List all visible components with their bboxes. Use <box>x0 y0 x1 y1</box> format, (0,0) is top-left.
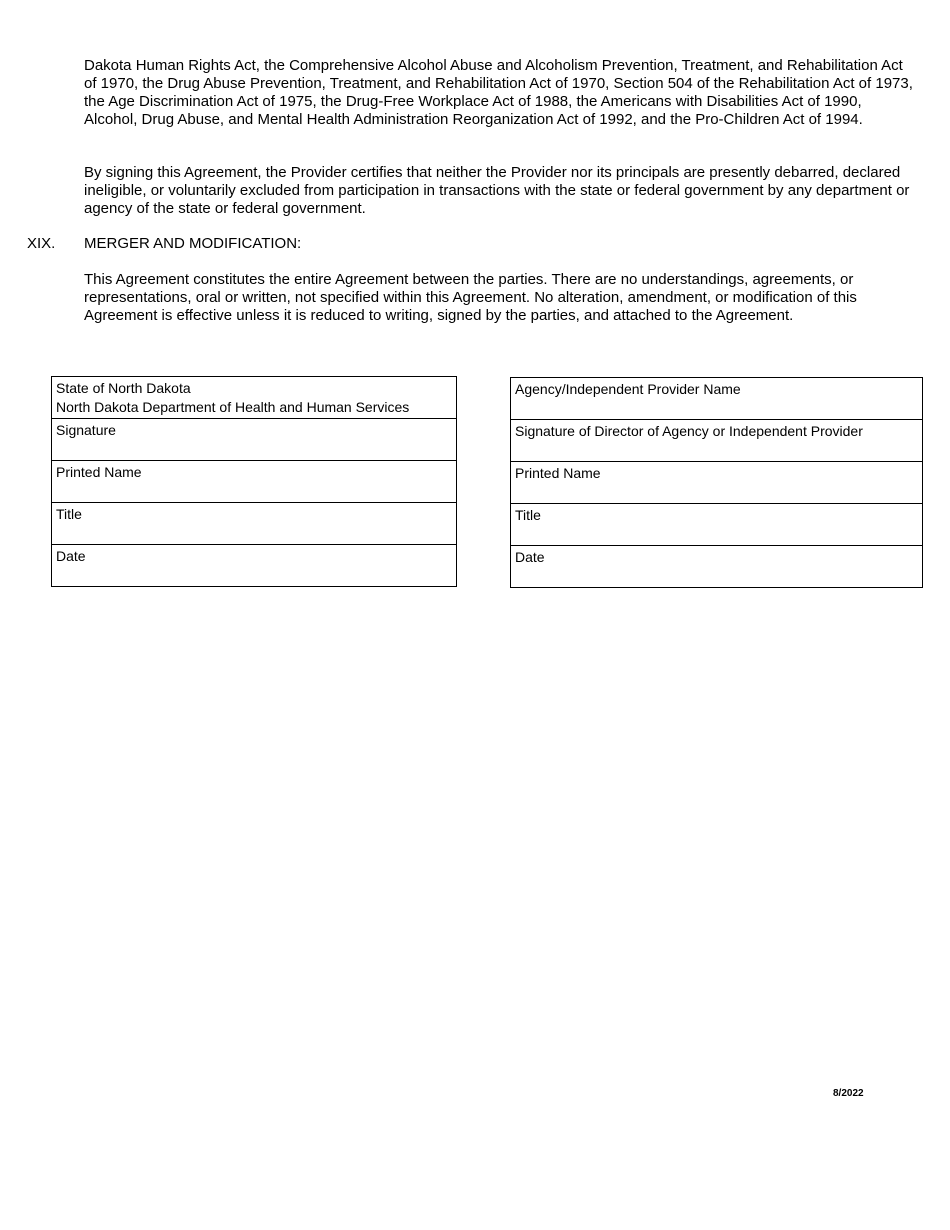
paragraph-debarment-certification: By signing this Agreement, the Provider certifies that neither the Provider nor its principals are presently debarred, declared ineligible, or voluntarily excluded from participation in transactions with the state or federal government by any department or agency of the state or federal government. <box>84 164 910 217</box>
revision-date: 8/2022 <box>833 1088 864 1099</box>
paragraph-civil-rights-acts: Dakota Human Rights Act, the Comprehensive Alcohol Abuse and Alcoholism Prevention, Treatment, and Rehabilitation Act of 1970, the Drug Abuse Prevention, Treatment, and Rehabilitation Act of 1970, Section 504 of the Rehabilitation Act of 1973, the Age Discrimination Act of 1975, the Drug-Free Workplace Act of 1988, the Americans with Disabilities Act of 1990, Alcohol, Drug Abuse, and Mental Health Administration Reorganization Act of 1992, and the Pro-Children Act of 1994. <box>84 57 913 128</box>
section-title: MERGER AND MODIFICATION: <box>84 235 302 252</box>
provider-name-label: Agency/Independent Provider Name <box>515 381 741 397</box>
department-name-label: North Dakota Department of Health and Human Services <box>56 399 410 415</box>
provider-signature-field[interactable] <box>511 420 922 462</box>
provider-name-field[interactable] <box>511 378 922 420</box>
state-date-label: Date <box>56 548 86 564</box>
provider-title-field[interactable] <box>511 504 922 546</box>
provider-signature-label: Signature of Director of Agency or Independent Provider <box>515 423 863 439</box>
provider-date-label: Date <box>515 549 545 565</box>
provider-printed-name-label: Printed Name <box>515 465 601 481</box>
state-signature-label: Signature <box>56 422 116 438</box>
state-signature-field[interactable] <box>52 419 456 461</box>
provider-signature-block <box>510 377 923 588</box>
state-printed-name-label: Printed Name <box>56 464 142 480</box>
state-agency-cell <box>52 377 456 419</box>
provider-title-label: Title <box>515 507 541 523</box>
paragraph-merger-modification: This Agreement constitutes the entire Agreement between the parties. There are no understandings, agreements, or representations, oral or written, not specified within this Agreement. No alteration, amendment, or modification of this Agreement is effective unless it is reduced to writing, signed by the parties, and attached to the Agreement. <box>84 271 857 324</box>
section-number: XIX. <box>27 235 56 252</box>
state-signature-block <box>51 376 457 587</box>
state-date-field[interactable] <box>52 545 456 586</box>
state-title-label: Title <box>56 506 82 522</box>
state-name-label: State of North Dakota <box>56 380 191 396</box>
state-printed-name-field[interactable] <box>52 461 456 503</box>
provider-printed-name-field[interactable] <box>511 462 922 504</box>
provider-date-field[interactable] <box>511 546 922 587</box>
state-title-field[interactable] <box>52 503 456 545</box>
